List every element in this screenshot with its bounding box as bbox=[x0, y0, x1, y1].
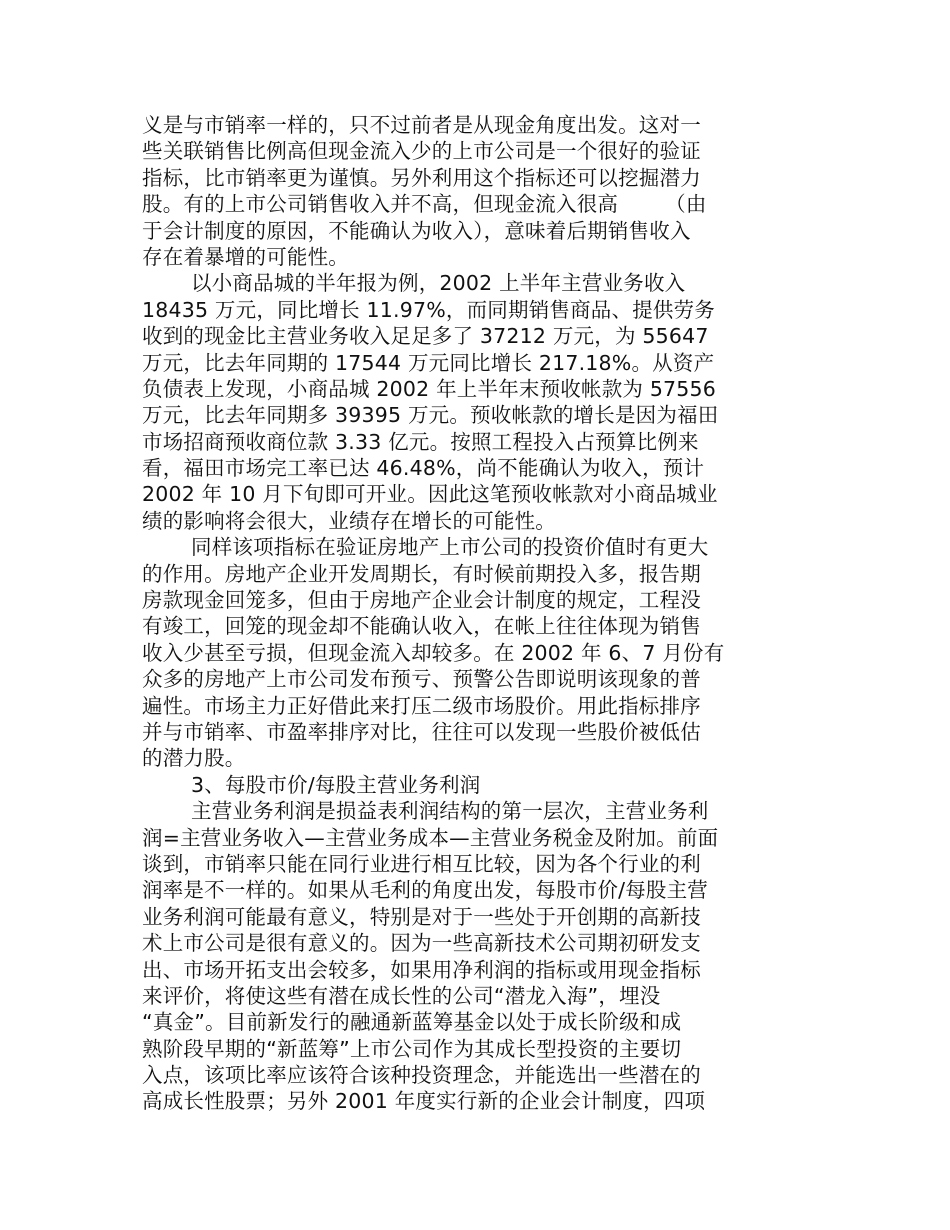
text-line: 有竣工，回笼的现金却不能确认收入，在帐上往往体现为销售 bbox=[142, 614, 701, 639]
text-line: 绩的影响将会很大，业绩存在增长的可能性。 bbox=[142, 508, 556, 533]
text-line: 些关联销售比例高但现金流入少的上市公司是一个很好的验证 bbox=[142, 139, 701, 164]
document-body-text bbox=[142, 112, 732, 1115]
text-line: 看，福田市场完工率已达 46.48%，尚不能确认为收入，预计 bbox=[142, 456, 705, 481]
text-line: 3、每股市价/每股主营业务利润 bbox=[191, 772, 481, 797]
text-line: 义是与市销率一样的，只不过前者是从现金角度出发。这对一 bbox=[142, 113, 701, 137]
text-line: 存在着暴增的可能性。 bbox=[142, 244, 349, 269]
text-line: 业务利润可能最有意义，特别是对于一些处于开创期的高新技 bbox=[142, 904, 701, 929]
text-line: 于会计制度的原因，不能确认为收入），意味着后期销售收入 bbox=[142, 218, 691, 243]
text-line: 润率是不一样的。如果从毛利的角度出发，每股市价/每股主营 bbox=[142, 878, 709, 903]
text-line: 高成长性股票；另外 2001 年度实行新的企业会计制度，四项 bbox=[142, 1089, 706, 1114]
text-line: 指标，比市销率更为谨慎。另外利用这个指标还可以挖掘潜力 bbox=[142, 165, 701, 190]
text-line: 谈到，市销率只能在同行业进行相互比较，因为各个行业的利 bbox=[142, 851, 701, 876]
text-line: 万元，比去年同期多 39395 万元。预收帐款的增长是因为福田 bbox=[142, 403, 719, 428]
text-line: 房款现金回笼多，但由于房地产企业会计制度的规定，工程没 bbox=[142, 588, 701, 613]
text-line: 负债表上发现，小商品城 2002 年上半年末预收帐款为 57556 bbox=[142, 376, 717, 401]
text-line: 股。有的上市公司销售收入并不高，但现金流入很高 （由 bbox=[142, 192, 707, 217]
text-line: 并与市销率、市盈率排序对比，往往可以发现一些股价被低估 bbox=[142, 719, 701, 744]
text-line: 遍性。市场主力正好借此来打压二级市场股价。用此指标排序 bbox=[142, 693, 701, 718]
text-line: 18435 万元，同比增长 11.97%，而同期销售商品、提供劳务 bbox=[142, 297, 716, 322]
text-line: 收入少甚至亏损，但现金流入却较多。在 2002 年 6、7 月份有 bbox=[142, 640, 725, 665]
text-line: 同样该项指标在验证房地产上市公司的投资价值时有更大 bbox=[191, 535, 709, 560]
text-line: 收到的现金比主营业务收入足足多了 37212 万元，为 55647 bbox=[142, 324, 709, 349]
text-line: 主营业务利润是损益表利润结构的第一层次，主营业务利 bbox=[191, 799, 709, 824]
text-line: 的作用。房地产企业开发周期长，有时候前期投入多，报告期 bbox=[142, 561, 701, 586]
text-line: 万元，比去年同期的 17544 万元同比增长 217.18%。从资产 bbox=[142, 350, 715, 375]
text-line: 润=主营业务收入—主营业务成本—主营业务税金及附加。前面 bbox=[142, 825, 719, 850]
text-line: “真金”。目前新发行的融通新蓝筹基金以处于成长阶级和成 bbox=[142, 1010, 682, 1035]
text-line: 出、市场开拓支出会较多，如果用净利润的指标或用现金指标 bbox=[142, 957, 701, 982]
text-line: 市场招商预收商位款 3.33 亿元。按照工程投入占预算比例来 bbox=[142, 429, 699, 454]
text-line: 术上市公司是很有意义的。因为一些高新技术公司期初研发支 bbox=[142, 931, 701, 956]
text-line: 来评价，将使这些有潜在成长性的公司“潜龙入海”，埋没 bbox=[142, 983, 661, 1008]
text-line: 入点，该项比率应该符合该种投资理念，并能选出一些潜在的 bbox=[142, 1063, 701, 1088]
text-line: 熟阶段早期的“新蓝筹”上市公司作为其成长型投资的主要切 bbox=[142, 1036, 682, 1061]
text-line: 众多的房地产上市公司发布预亏、预警公告即说明该现象的普 bbox=[142, 667, 701, 692]
text-line: 2002 年 10 月下旬即可开业。因此这笔预收帐款对小商品城业 bbox=[142, 482, 718, 507]
text-line: 的潜力股。 bbox=[142, 746, 246, 771]
text-line: 以小商品城的半年报为例，2002 上半年主营业务收入 bbox=[191, 271, 686, 296]
